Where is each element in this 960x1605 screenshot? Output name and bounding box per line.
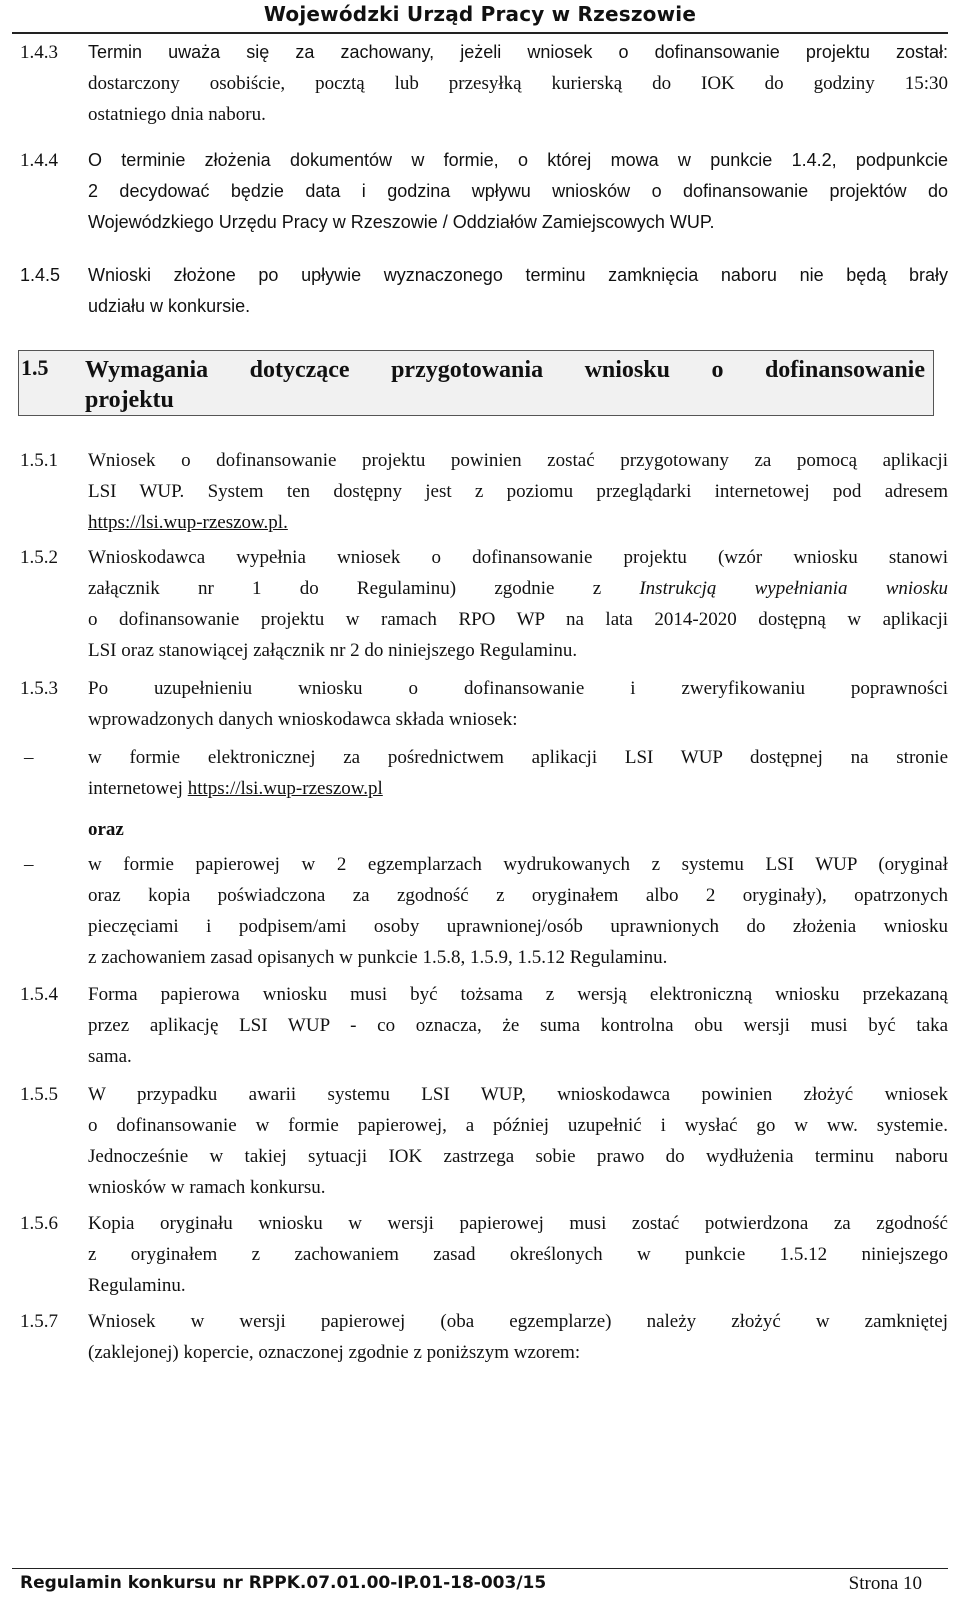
text-line: w formie elektronicznej za pośrednictwem aplikacji LSI WUP dostępnej na stronie bbox=[88, 747, 948, 768]
paragraph-number: 1.5.1 bbox=[20, 450, 58, 471]
text-fragment: internetowej bbox=[88, 778, 188, 799]
text-line: Wojewódzkiego Urzędu Pracy w Rzeszowie / Oddziałów Zamiejscowych WUP. bbox=[88, 212, 715, 232]
paragraph-number: 1.5.4 bbox=[20, 984, 58, 1005]
paragraph-number: 1.4.3 bbox=[20, 42, 58, 63]
section-title-line: projektu bbox=[85, 387, 174, 413]
footer-document-id: Regulamin konkursu nr RPPK.07.01.00-IP.01-18-003/15 bbox=[20, 1573, 547, 1593]
header-divider bbox=[12, 32, 948, 34]
dash-bullet: – bbox=[24, 747, 34, 768]
page-header bbox=[0, 0, 960, 32]
text-line: Wniosek w wersji papierowej (oba egzemplarze) należy złożyć w zamkniętej bbox=[88, 1311, 948, 1332]
header-title: Wojewódzki Urząd Pracy w Rzeszowie bbox=[263, 2, 697, 26]
text-line: Po uzupełnieniu wniosku o dofinansowanie i zweryfikowaniu poprawności bbox=[88, 678, 948, 699]
text-line: z oryginałem z zachowaniem zasad określonych w punkcie 1.5.12 niniejszego bbox=[88, 1244, 948, 1265]
text-line bbox=[88, 573, 948, 604]
section-title-line: Wymagania dotyczące przygotowania wniosku o dofinansowanie bbox=[85, 357, 925, 383]
paragraph-number: 1.4.4 bbox=[20, 150, 58, 171]
text-line: Wnioskodawca wypełnia wniosek o dofinansowanie projektu (wzór wniosku stanowi bbox=[88, 547, 948, 568]
text-line: oraz kopia poświadczona za zgodność z oryginałem albo 2 oryginały), opatrzonych bbox=[88, 885, 948, 906]
oraz-label: oraz bbox=[88, 819, 124, 840]
lsi-link[interactable]: https://lsi.wup-rzeszow.pl bbox=[187, 778, 383, 799]
lsi-link[interactable]: https://lsi.wup-rzeszow.pl. bbox=[88, 512, 288, 533]
text-line: LSI WUP. System ten dostępny jest z poziomu przeglądarki internetowej pod adresem bbox=[88, 481, 948, 502]
paragraph-number: 1.5.7 bbox=[20, 1311, 58, 1332]
text-line bbox=[88, 507, 948, 538]
text-line: Regulaminu. bbox=[88, 1275, 186, 1296]
text-line: o dofinansowanie w formie papierowej, a później uzupełnić i wysłać go w ww. systemie. bbox=[88, 1115, 948, 1136]
text-line: (zaklejonej) kopercie, oznaczonej zgodnie z poniższym wzorem: bbox=[88, 1342, 581, 1363]
text-line: Wniosek o dofinansowanie projektu powinien zostać przygotowany za pomocą aplikacji bbox=[88, 450, 948, 471]
text-line: z zachowaniem zasad opisanych w punkcie 1.5.8, 1.5.9, 1.5.12 Regulaminu. bbox=[88, 947, 668, 968]
text-line: wprowadzonych danych wnioskodawca składa wniosek: bbox=[88, 709, 518, 730]
text-line: 2 decydować będzie data i godzina wpływu wniosków o dofinansowanie projektów do bbox=[88, 181, 948, 201]
dash-bullet: – bbox=[24, 854, 34, 875]
paragraph-number: 1.5.5 bbox=[20, 1084, 58, 1105]
instruction-reference: Instrukcją wypełniania wniosku bbox=[639, 578, 948, 599]
text-fragment: załącznik nr 1 do Regulaminu) zgodnie z bbox=[88, 578, 640, 599]
text-line: LSI oraz stanowiącej załącznik nr 2 do niniejszego Regulaminu. bbox=[88, 640, 578, 661]
text-line: Jednocześnie w takiej sytuacji IOK zastrzega sobie prawo do wydłużenia terminu naboru bbox=[88, 1146, 948, 1167]
text-line bbox=[88, 773, 948, 804]
footer-divider bbox=[12, 1568, 948, 1569]
text-line: dostarczony osobiście, pocztą lub przesyłką kurierską do IOK do godziny 15:30 bbox=[88, 73, 948, 94]
text-line: Wnioski złożone po upływie wyznaczonego terminu zamknięcia naboru nie będą brały bbox=[88, 265, 948, 285]
text-line: w formie papierowej w 2 egzemplarzach wydrukowanych z systemu LSI WUP (oryginał bbox=[88, 854, 948, 875]
paragraph-number: 1.5.6 bbox=[20, 1213, 58, 1234]
text-line: pieczęciami i podpisem/ami osoby uprawnionej/osób uprawnionych do złożenia wniosku bbox=[88, 916, 948, 937]
paragraph-number: 1.4.5 bbox=[20, 265, 61, 285]
text-line: O terminie złożenia dokumentów w formie, o której mowa w punkcie 1.4.2, podpunkcie bbox=[88, 150, 948, 170]
text-line: wniosków w ramach konkursu. bbox=[88, 1177, 326, 1198]
section-number: 1.5 bbox=[21, 355, 49, 380]
paragraph-number: 1.5.3 bbox=[20, 678, 58, 699]
page-number: Strona 10 bbox=[848, 1573, 922, 1594]
section-heading-box bbox=[18, 350, 934, 416]
text-line: Forma papierowa wniosku musi być tożsama z wersją elektroniczną wniosku przekazaną bbox=[88, 984, 948, 1005]
text-line: W przypadku awarii systemu LSI WUP, wnioskodawca powinien złożyć wniosek bbox=[88, 1084, 948, 1105]
text-line: Kopia oryginału wniosku w wersji papierowej musi zostać potwierdzona za zgodność bbox=[88, 1213, 948, 1234]
text-line: udziału w konkursie. bbox=[88, 296, 251, 316]
text-line: Termin uważa się za zachowany, jeżeli wniosek o dofinansowanie projektu został: bbox=[88, 42, 948, 62]
text-line: sama. bbox=[88, 1046, 132, 1067]
paragraph-number: 1.5.2 bbox=[20, 547, 58, 568]
text-line: przez aplikację LSI WUP - co oznacza, że suma kontrolna obu wersji musi być taka bbox=[88, 1015, 948, 1036]
text-line: o dofinansowanie projektu w ramach RPO WP na lata 2014-2020 dostępną w aplikacji bbox=[88, 609, 948, 630]
text-line: ostatniego dnia naboru. bbox=[88, 104, 266, 125]
section-title bbox=[85, 355, 925, 415]
